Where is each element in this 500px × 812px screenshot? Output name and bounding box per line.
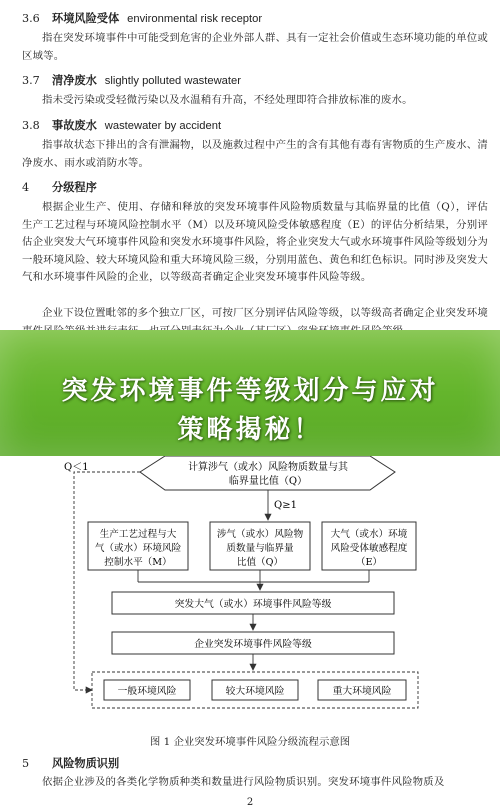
section-number: 3.6 (22, 12, 40, 25)
section-4-heading (22, 180, 486, 195)
m-box-line-2: 气（或水）环境风险 (94, 543, 182, 554)
banner-title-line-2: 策略揭秘！ (177, 415, 323, 445)
figure-caption: 图 1 企业突发环境事件风险分级流程示意图 (149, 736, 351, 748)
section-4-paragraph-2: 企业下设位置毗邻的多个独立厂区，可按厂区分别评估风险等级，以等级高者确定企业突发环境 (42, 307, 488, 319)
section-3-7-body: 指未受污染或受轻微污染以及水温稍有升高，不经处理即符合排放标准的废水。 (42, 94, 413, 106)
section-3-8-heading (22, 118, 486, 133)
section-title-en: wastewater by accident (104, 120, 222, 132)
e-box-line-3: （E） (355, 557, 383, 568)
section-3-6-heading (22, 11, 486, 26)
section-number: 5 (22, 757, 30, 770)
section-title-cn: 环境风险受体 (52, 11, 120, 25)
e-box-line-1: 大气（或水）环境 (330, 529, 408, 540)
risk-classification-flowchart (0, 456, 500, 728)
page-number: 2 (246, 797, 254, 808)
section-title-en: environmental risk receptor (127, 13, 263, 25)
section-4-paragraph-1: 根据企业生产、使用、存储和释放的突发环境事件风险物质数量与其临界量的比值（Q），评估生产工艺过程与环境风险控制水平（M）以及环境风险受体敏感程度（E）的评估分析结果，分别评估企业突发大气环境事件风险和突发水环境事件风险，将企业突发大气或水环境事件风险等级划分为一般环境风险、较大环境风险和重大环境风险三级，分别用蓝色、黄色和红色标识。同时涉及突发大气和水环境事件风险的企业，以等级高者确定企业突发环境事件风险等级。 (22, 201, 488, 283)
section-title-cn: 分级程序 (52, 180, 97, 194)
q-box-line-3: 比值（Q） (236, 557, 284, 568)
section-number: 3.8 (22, 119, 40, 132)
q-ge-1-label: Q≥1 (274, 500, 297, 511)
q-box-line-1: 涉气（或水）风险物 (216, 529, 304, 540)
title-banner (0, 330, 500, 456)
q-calculation-line-1: 计算涉气（或水）风险物质数量与其 (188, 462, 348, 473)
section-title-cn: 风险物质识别 (52, 756, 120, 770)
q-less-than-1-label: Q＜1 (64, 462, 89, 473)
e-box-line-2: 风险受体敏感程度 (330, 543, 408, 554)
banner-title-line-1: 突发环境事件等级划分与应对 (61, 376, 439, 406)
bypass-arrow (74, 472, 140, 690)
section-5-body: 依据企业涉及的各类化学物质种类和数量进行风险物质识别。突发环境事件风险物质及 (42, 776, 445, 788)
enterprise-level-label: 企业突发环境事件风险等级 (194, 639, 312, 650)
section-title-en: slightly polluted wastewater (104, 75, 241, 87)
section-3-6-body: 指在突发环境事件中可能受到危害的企业外部人群、具有一定社会价值或生态环境功能的单位或区域等。 (22, 32, 488, 62)
major-risk-label: 较大环境风险 (225, 686, 285, 697)
m-box-line-3: 控制水平（M） (104, 557, 172, 568)
section-title-cn: 清净废水 (52, 73, 97, 87)
section-5-heading (22, 756, 486, 771)
air-water-level-label: 突发大气（或水）环境事件风险等级 (174, 599, 332, 610)
severe-risk-label: 重大环境风险 (332, 686, 392, 697)
section-3-8-body: 指事故状态下排出的含有泄漏物，以及施救过程中产生的含有其他有毒有害物质的生产废水、清净废水、雨水或消防水等。 (22, 139, 488, 169)
section-number: 4 (22, 181, 30, 194)
m-box-line-1: 生产工艺过程与大 (99, 529, 177, 540)
q-calculation-line-2: 临界量比值（Q） (228, 476, 308, 487)
section-number: 3.7 (22, 74, 40, 87)
section-title-cn: 事故废水 (52, 118, 97, 132)
general-risk-label: 一般环境风险 (117, 686, 177, 697)
q-box-line-2: 质数量与临界量 (226, 543, 294, 554)
section-3-7-heading (22, 73, 486, 88)
